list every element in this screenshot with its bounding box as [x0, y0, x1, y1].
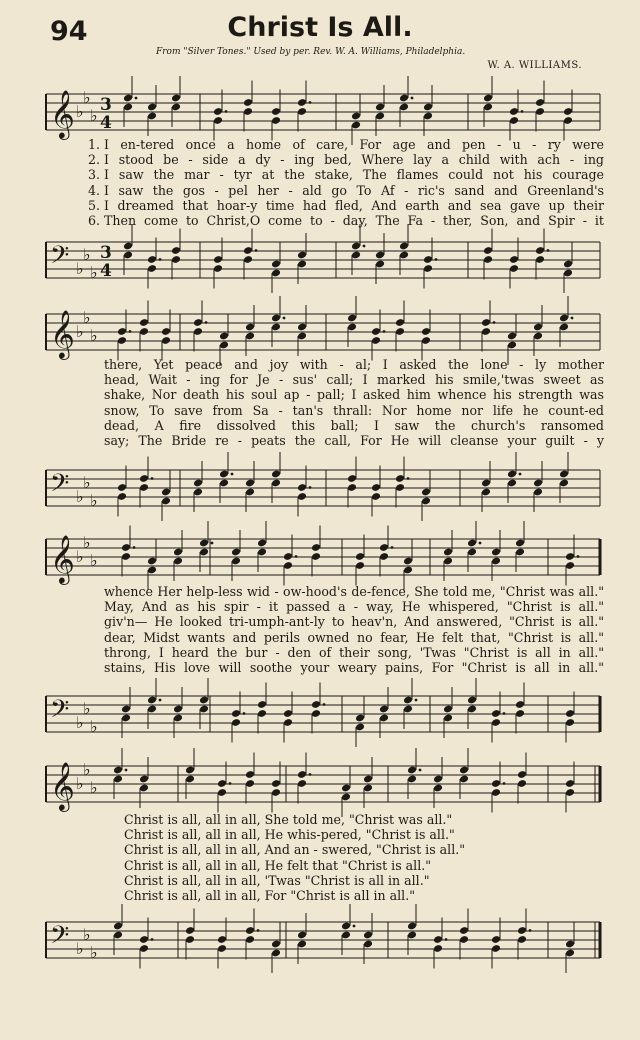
- verse-number: 5.: [87, 197, 100, 213]
- verse-number: [84, 842, 100, 857]
- lyric-text: Christ is all, all in all, For "Christ is all in all.": [124, 888, 415, 904]
- staff-lines: [46, 470, 600, 506]
- lyric-text: I dreamed that hoar-y time had fled, And earth and sea gave up their: [104, 197, 604, 213]
- note-chord: [399, 224, 409, 275]
- flat-sign-icon: ♭: [76, 774, 84, 793]
- lyric-text: I saw the gos - pel her - ald go To Af - ric's sand and Greenland's: [104, 182, 604, 198]
- lyric-text: throng, I heard the bur - den of their song, 'Twas "Christ is all in all.": [104, 644, 604, 660]
- note-chord: [271, 90, 281, 141]
- lyric-line: [84, 183, 604, 198]
- note-chord: [483, 76, 493, 127]
- note-chord: [533, 305, 543, 356]
- note-chord: [347, 296, 357, 347]
- note-chord: [491, 530, 501, 581]
- lyric-text: stains, His love will soothe your weary pains, For "Christ is all in all.": [104, 660, 604, 676]
- treble-clef-icon: 𝄞: [50, 534, 75, 583]
- lyric-line: [84, 152, 604, 167]
- note-chord: [371, 310, 385, 361]
- note-chord: [231, 530, 241, 581]
- note-chord: [147, 539, 157, 590]
- note-chord: [185, 909, 195, 960]
- note-chord: [185, 748, 195, 799]
- note-chord: [533, 461, 543, 512]
- lyric-line: [84, 213, 604, 228]
- note-chord: [311, 683, 325, 734]
- verse-number: [84, 584, 100, 599]
- lyric-line: [84, 403, 604, 418]
- flat-sign-icon: ♭: [76, 102, 84, 121]
- note-chord: [297, 753, 311, 804]
- lyric-line: [84, 137, 604, 152]
- lyric-text: shake, Nor death his soul ap - pall; I asked him whence his strength was: [104, 387, 604, 403]
- note-chord: [509, 238, 519, 289]
- note-chord: [559, 452, 569, 503]
- flat-sign-icon: ♭: [90, 106, 98, 125]
- note-chord: [467, 521, 481, 572]
- lyric-line: [84, 660, 604, 675]
- staff-lines: [46, 766, 600, 802]
- note-chord: [297, 466, 311, 517]
- lyric-text: dear, Midst wants and perils owned no fear, He felt that, "Christ is all.": [104, 629, 604, 645]
- lyric-line: [84, 433, 604, 448]
- note-chord: [297, 305, 307, 356]
- flat-sign-icon: ♭: [76, 259, 84, 278]
- flat-sign-icon: ♭: [76, 547, 84, 566]
- note-chord: [257, 683, 267, 734]
- treble-staff: [40, 533, 600, 583]
- verse-number: 1.: [87, 137, 100, 152]
- note-chord: [147, 85, 157, 136]
- lyric-line: [84, 873, 604, 888]
- note-chord: [565, 535, 579, 586]
- lyric-line: [84, 418, 604, 433]
- note-chord: [245, 909, 259, 960]
- note-chord: [161, 310, 171, 361]
- note-chord: [517, 753, 527, 804]
- note-chord: [121, 687, 131, 738]
- lyric-line: [84, 357, 604, 372]
- note-chord: [363, 757, 373, 808]
- lyric-text: giv'n— He looked tri-umph-ant-ly to heav'n, And answered, "Christ is all.": [104, 614, 604, 630]
- note-chord: [139, 757, 149, 808]
- note-chord: [347, 457, 357, 508]
- note-chord: [423, 238, 437, 289]
- note-chord: [515, 683, 525, 734]
- flat-sign-icon: ♭: [90, 943, 98, 962]
- time-signature-bottom: 4: [100, 261, 112, 281]
- verse-number: [84, 372, 100, 387]
- lyric-line: [84, 198, 604, 213]
- flat-sign-icon: ♭: [83, 760, 91, 779]
- note-chord: [371, 466, 381, 517]
- note-chord: [217, 918, 227, 969]
- note-chord: [271, 242, 281, 293]
- note-chord: [395, 301, 405, 352]
- bass-clef-icon: 𝄢: [50, 469, 70, 504]
- note-chord: [355, 696, 365, 747]
- verse-number: [84, 433, 100, 448]
- time-signature-bottom: 4: [100, 113, 112, 133]
- flat-sign-icon: ♭: [90, 778, 98, 797]
- note-chord: [375, 85, 385, 136]
- note-chord: [245, 305, 255, 356]
- note-chord: [147, 678, 161, 729]
- note-chord: [121, 526, 135, 577]
- note-chord: [565, 762, 575, 813]
- note-chord: [459, 748, 469, 799]
- flat-sign-icon: ♭: [90, 551, 98, 570]
- note-chord: [481, 461, 491, 512]
- note-chord: [123, 224, 133, 275]
- lyric-line: [84, 584, 604, 599]
- note-chord: [481, 301, 495, 352]
- verse-number: 3.: [87, 167, 100, 183]
- time-signature-top: 3: [100, 95, 112, 115]
- verse-number: 2.: [87, 152, 100, 168]
- verse-number: [84, 387, 100, 402]
- flat-sign-icon: ♭: [90, 326, 98, 345]
- flat-sign-icon: ♭: [90, 717, 98, 736]
- note-chord: [219, 452, 233, 503]
- bass-clef-icon: 𝄢: [50, 695, 70, 730]
- treble-staff: [40, 760, 600, 810]
- note-chord: [213, 238, 223, 289]
- composer-credit: W. A. WILLIAMS.: [487, 60, 582, 71]
- note-chord: [213, 90, 227, 141]
- flat-sign-icon: ♭: [83, 88, 91, 107]
- note-chord: [559, 296, 573, 347]
- note-chord: [459, 909, 469, 960]
- note-chord: [341, 904, 355, 955]
- note-chord: [199, 521, 213, 572]
- flat-sign-icon: ♭: [76, 487, 84, 506]
- note-chord: [379, 526, 393, 577]
- flat-sign-icon: ♭: [76, 322, 84, 341]
- note-chord: [509, 90, 523, 141]
- lyric-line: [84, 645, 604, 660]
- verse-number: [84, 614, 100, 629]
- note-chord: [283, 692, 293, 743]
- note-chord: [379, 687, 389, 738]
- note-chord: [199, 678, 209, 729]
- lyric-text: I en-tered once a home of care, For age and pen - u - ry were: [104, 137, 604, 152]
- note-chord: [351, 224, 365, 275]
- treble-staff: [40, 308, 600, 358]
- flat-sign-icon: ♭: [90, 263, 98, 282]
- verse-number: [84, 858, 100, 873]
- note-chord: [483, 229, 493, 280]
- note-chord: [565, 922, 575, 973]
- note-chord: [395, 457, 409, 508]
- note-chord: [517, 909, 531, 960]
- note-chord: [423, 85, 433, 136]
- lyric-text: I saw the mar - tyr at the stake, The flames could not his courage: [104, 167, 604, 183]
- treble-clef-icon: 𝄞: [50, 309, 75, 358]
- lyric-line: [84, 167, 604, 182]
- note-chord: [113, 904, 123, 955]
- lyric-text: say; The Bride re - peats the call, For He will cleanse your guilt - y: [104, 433, 604, 449]
- verse-number: [84, 357, 100, 372]
- note-chord: [407, 904, 417, 955]
- note-chord: [271, 296, 285, 347]
- note-chord: [421, 470, 431, 521]
- note-chord: [147, 238, 161, 289]
- verse-number: 4.: [87, 182, 100, 198]
- note-chord: [491, 692, 505, 743]
- note-chord: [297, 913, 307, 964]
- note-chord: [363, 913, 373, 964]
- note-chord: [491, 762, 505, 813]
- flat-sign-icon: ♭: [76, 939, 84, 958]
- flat-sign-icon: ♭: [83, 308, 91, 327]
- note-chord: [117, 310, 131, 361]
- flat-sign-icon: ♭: [83, 533, 91, 552]
- lyric-line: [84, 858, 604, 873]
- note-chord: [535, 81, 545, 132]
- note-chord: [257, 521, 267, 572]
- lyric-line: [84, 387, 604, 402]
- note-chord: [565, 692, 575, 743]
- note-chord: [171, 76, 181, 127]
- lyric-line: [84, 827, 604, 842]
- note-chord: [399, 76, 413, 127]
- note-chord: [271, 762, 281, 813]
- note-chord: [283, 535, 297, 586]
- flat-sign-icon: ♭: [83, 925, 91, 944]
- note-chord: [161, 470, 171, 521]
- note-chord: [443, 530, 453, 581]
- flat-sign-icon: ♭: [83, 245, 91, 264]
- note-chord: [245, 753, 255, 804]
- lyric-line: [84, 888, 604, 903]
- note-chord: [245, 461, 255, 512]
- note-chord: [403, 678, 417, 729]
- lyric-text: I stood be - side a dy - ing bed, Where lay a child with ach - ing: [104, 152, 604, 168]
- verse-number: [84, 812, 100, 827]
- lyric-text: head, Wait - ing for Je - sus' call; I marked his smile,'twas sweet as: [104, 372, 604, 388]
- note-chord: [443, 687, 453, 738]
- note-chord: [407, 748, 421, 799]
- note-chord: [467, 678, 477, 729]
- lyric-line: [84, 842, 604, 857]
- note-chord: [311, 526, 321, 577]
- note-chord: [507, 452, 521, 503]
- note-chord: [433, 918, 447, 969]
- refrain-lyrics: [84, 812, 604, 903]
- note-chord: [403, 539, 413, 590]
- verse-number: [84, 418, 100, 433]
- lyric-text: May, And as his spir - it passed a - way, He whispered, "Christ is all.": [104, 599, 604, 615]
- note-chord: [113, 748, 127, 799]
- bass-staff: [40, 916, 600, 966]
- flat-sign-icon: ♭: [83, 699, 91, 718]
- note-chord: [271, 452, 281, 503]
- note-chord: [421, 310, 431, 361]
- lyric-text: there, Yet peace and joy with - al; I asked the lone - ly mother: [104, 357, 604, 372]
- note-chord: [243, 81, 253, 132]
- hymn-title: Christ Is All.: [227, 12, 413, 43]
- note-chord: [375, 233, 385, 284]
- lyric-line: [84, 599, 604, 614]
- lyric-text: Christ is all, all in all, He felt that "Christ is all.": [124, 857, 432, 873]
- note-chord: [173, 530, 183, 581]
- lyric-text: Christ is all, all in all, He whis-pered, "Christ is all.": [124, 827, 455, 843]
- flat-sign-icon: ♭: [83, 473, 91, 492]
- verse-number: [84, 873, 100, 888]
- note-chord: [231, 692, 245, 743]
- lyric-line: [84, 630, 604, 645]
- note-chord: [491, 918, 501, 969]
- lyric-text: Christ is all, all in all, And an - swered, "Christ is all.": [124, 842, 466, 858]
- note-chord: [173, 687, 183, 738]
- lyric-text: dead, A fire dissolved this ball; I saw the church's ransomed: [104, 417, 604, 433]
- note-chord: [139, 301, 149, 352]
- note-chord: [433, 757, 443, 808]
- verse-number: [84, 645, 100, 660]
- treble-clef-icon: 𝄞: [50, 89, 75, 138]
- lyric-text: Then come to Christ,O come to - day, The Fa - ther, Son, and Spir - it: [104, 213, 604, 229]
- note-chord: [193, 461, 203, 512]
- note-chord: [139, 918, 153, 969]
- treble-clef-icon: 𝄞: [50, 761, 75, 810]
- bass-staff: [40, 464, 600, 514]
- verse-number: [84, 630, 100, 645]
- treble-staff: [40, 88, 600, 138]
- note-chord: [515, 521, 525, 572]
- verse-number: [84, 403, 100, 418]
- bass-staff: [40, 690, 600, 740]
- flat-sign-icon: ♭: [90, 491, 98, 510]
- verse-number: 6.: [87, 213, 100, 229]
- note-chord: [297, 233, 307, 284]
- lyric-text: whence Her help-less wid - ow-hood's de-fence, She told me, "Christ was all.": [104, 584, 604, 599]
- note-chord: [563, 90, 573, 141]
- lyric-line: [84, 372, 604, 387]
- flat-sign-icon: ♭: [76, 713, 84, 732]
- bass-clef-icon: 𝄢: [50, 921, 70, 956]
- staff-lines: [46, 922, 600, 958]
- lyric-line: [84, 812, 604, 827]
- bass-staff: [40, 236, 600, 286]
- note-chord: [563, 242, 573, 293]
- verse-number: [84, 599, 100, 614]
- source-credit: From "Silver Tones." Used by per. Rev. W. A. Williams, Philadelphia.: [156, 47, 466, 57]
- note-chord: [217, 762, 231, 813]
- note-chord: [271, 922, 281, 973]
- verse-lyrics: [84, 584, 604, 675]
- verse-lyrics: [84, 137, 604, 228]
- verse-lyrics: [84, 357, 604, 448]
- note-chord: [193, 301, 207, 352]
- verse-number: [84, 888, 100, 903]
- note-chord: [297, 81, 311, 132]
- note-chord: [243, 229, 257, 280]
- page-number: 94: [50, 16, 88, 47]
- note-chord: [355, 535, 365, 586]
- verse-number: [84, 827, 100, 842]
- lyric-line: [84, 614, 604, 629]
- note-chord: [123, 76, 137, 127]
- note-chord: [341, 766, 351, 817]
- time-signature-top: 3: [100, 243, 112, 263]
- lyric-text: Christ is all, all in all, She told me, "Christ was all.": [124, 812, 453, 827]
- note-chord: [117, 466, 127, 517]
- lyric-text: snow, To save from Sa - tan's thrall: Nor home nor life he count-ed: [104, 402, 604, 418]
- note-chord: [535, 229, 549, 280]
- lyric-text: Christ is all, all in all, 'Twas "Christ is all in all.": [124, 872, 430, 888]
- note-chord: [139, 457, 153, 508]
- note-chord: [171, 229, 181, 280]
- verse-number: [84, 660, 100, 675]
- bass-clef-icon: 𝄢: [50, 241, 70, 276]
